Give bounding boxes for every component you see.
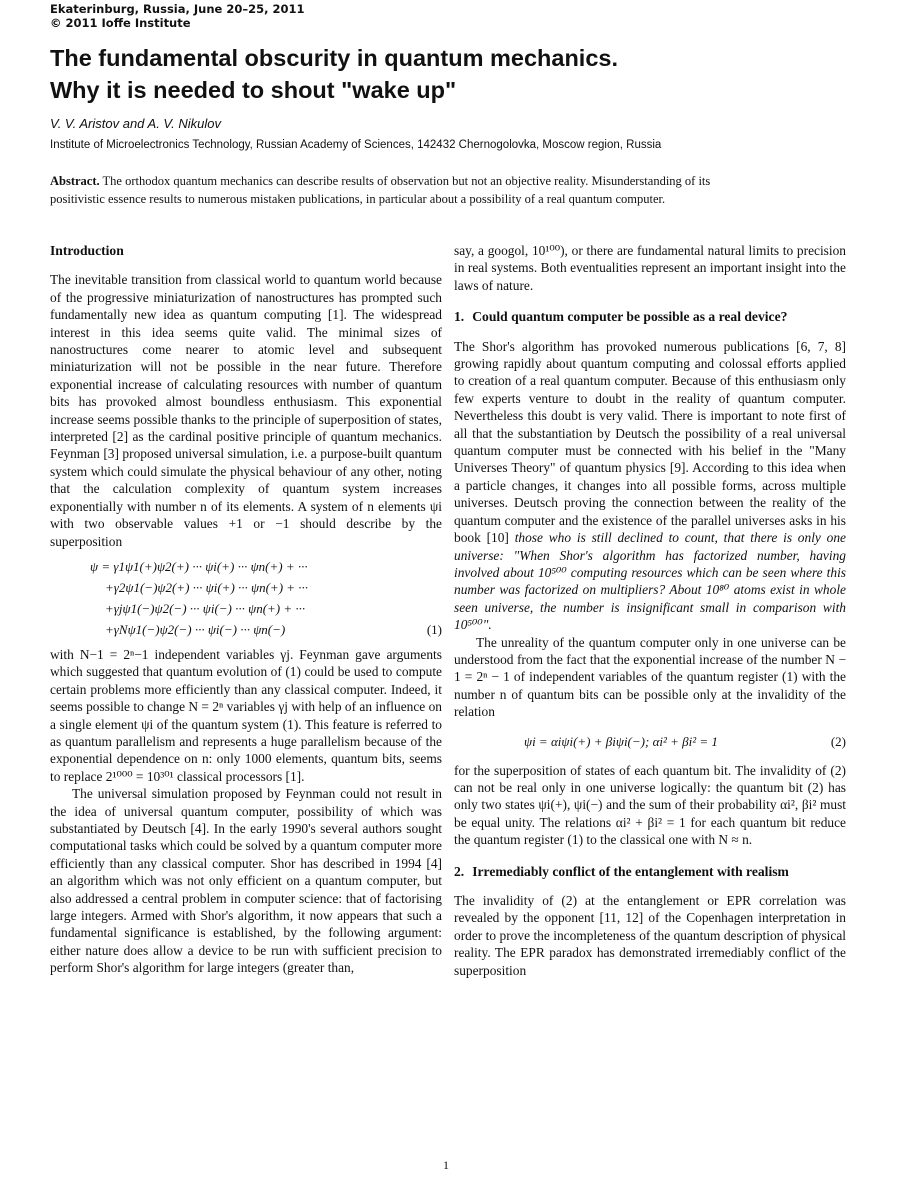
section-2-title: Irremediably conflict of the entanglement with realism (472, 863, 789, 879)
section-1-paragraph-3: for the superposition of states of each quantum bit. The invalidity of (2) can not be real only in one universe logically: the quantum bit (2) has only two states ψi(+), ψi(−) and the sum of their probability αi², βi² must be equal unity. The relations αi² + βi² = 1 for each quantum bit reduce the quantum register (1) to the classical one with N ≈ n. (454, 762, 846, 848)
right-column (454, 242, 846, 979)
section-1-number: 1. (454, 309, 465, 325)
continued-paragraph: say, a googol, 10¹⁰⁰), or there are fundamental natural limits to precision in real systems. Both eventualities represent an important insight into the laws of nature. (454, 243, 846, 293)
affiliation: Institute of Microelectronics Technology, Russian Academy of Sciences, 142432 Chernogolovka, Moscow region, Russia (50, 139, 662, 151)
conference-line: Ekaterinburg, Russia, June 20–25, 2011 (50, 2, 305, 16)
paper-title (50, 42, 870, 106)
eq1-number: (1) (426, 621, 442, 637)
conference-header (50, 2, 304, 30)
deutsch-quote: those who is still declined to count, that there is only one universe: "When Shor's algorithm has factorized number, having involved about 10⁵⁰⁰ computing resources which can be seen where this number was factorized on multipliers? About 10⁸⁰ atoms exist in whole seen universe, the number is insignificant small in comparison with 10⁵⁰⁰". (454, 530, 846, 633)
title-line-2: Why it is needed to shout "wake up" (50, 77, 457, 103)
intro-paragraph-1: The inevitable transition from classical world to quantum world because of the progressive miniaturization of nanostructures has prompted such fundamentally new idea as quantum computing [1]. The widespread interest in this idea seems quite valid. The minimal sizes of nanostructures come nearer to atomic level and subsequent miniaturization will not be possible in the near future. Therefore exponential increase of calculating resources with number of quantum bits has provoked almost boundless enthusiasm. This exponential increase seems possible thanks to the principle of superposition of states, interpreted [2] as the cardinal positive principle of quantum mechanics. Feynman [3] proposed universal simulation, i.e. a purpose-built quantum system which could simulate the physical behaviour of any other, noting that the calculation complexity of quantum system increases exponentially with number n of its elements. A system of n elements ψi with two observable values +1 or −1 should describe by the superposition (50, 272, 442, 549)
page-number: 1 (443, 1158, 449, 1172)
eq1-line-3: +γjψ1(−)ψ2(−) ··· ψi(−) ··· ψn(+) + ··· (105, 600, 306, 616)
section-2-paragraph-1: The invalidity of (2) at the entanglement or EPR correlation was revealed by the opponent [11, 12] of the Copenhagen interpretation in order to prove the incompleteness of the quantum description of physical reality. The EPR paradox has demonstrated irremediably conflict of the superposition (454, 893, 846, 978)
equation-1 (50, 556, 442, 640)
copyright-line: © 2011 Ioffe Institute (50, 16, 191, 30)
left-column (50, 242, 442, 977)
eq1-line-2: +γ2ψ1(−)ψ2(+) ··· ψi(+) ··· ψn(+) + ··· (105, 579, 309, 595)
abstract-text: The orthodox quantum mechanics can describe results of observation but not an objective reality. Misunderstanding of its positivistic essence results to numerous mistaken publications, in particular about a possibility of a real quantum computer. (50, 174, 711, 206)
eq1-line-4: +γNψ1(−)ψ2(−) ··· ψi(−) ··· ψn(−) (1) (50, 619, 442, 640)
section-2-heading (454, 863, 846, 880)
eq1-line-1: ψ = γ1ψ1(+)ψ2(+) ··· ψi(+) ··· ψn(+) + ··· (90, 558, 308, 574)
section-1-paragraph-2: The unreality of the quantum computer only in one universe can be understood from the fact that the exponential increase of the number N − 1 = 2ⁿ − 1 of independent variables of the quantum register (1) with the number n of quantum bits can be possible only at the invalidity of the relation (454, 634, 846, 720)
title-line-1: The fundamental obscurity in quantum mechanics. (50, 45, 619, 71)
section-1-title: Could quantum computer be possible as a real device? (472, 309, 788, 325)
abstract (50, 173, 750, 208)
intro-paragraph-3: The universal simulation proposed by Feynman could not result in the idea of universal quantum computer, possibility of which was substantiated by Deutsch [4]. In the early 1990's several authors sought computational tasks which could be solved by a quantum computer more efficiently than any classical computer. Shor has described in 1994 [4] an algorithm which was not only efficient on a quantum computer, but also addressed a central problem in computer science: that of factorising large integers. Armed with Shor's algorithm, it now appears that such a fundamental significance is established, by the following argument: either nature does allow a device to be run with sufficient precision to perform Shor's algorithm for large integers (greater than, (50, 786, 442, 976)
section-2-number: 2. (454, 863, 465, 879)
intro-heading: Introduction (50, 243, 124, 258)
authors: V. V. Aristov and A. V. Nikulov (50, 116, 221, 131)
section-1-heading (454, 308, 846, 325)
section-1-paragraph-1: The Shor's algorithm has provoked numerous publications [6, 7, 8] growing rapidly about quantum computing and colossal efforts applied to creation of a real quantum computer. Because of this enthusiasm only few experts venture to doubt in the reality of quantum computer. Nevertheless this doubt is very valid. There is important to note first of all that the substantiation by Deutsch the possibility of a real universal quantum computer must be connected with his belief in the "Many Universes Theory" of quantum physics [9]. According to this idea when a particle changes, it changes into all possible forms, across multiple universes. Deutsch proving the connection between the reality of the quantum computer and the existence of the parallel universes asks in his book [10] those who is still declined to count, that there is only one universe: "When Shor's algorithm has factorized number, having involved about 10⁵⁰⁰ computing resources which can be seen where this number was factorized on multipliers? About 10⁸⁰ atoms exist in whole seen universe, the number is insignificant small in comparison with 10⁵⁰⁰". (454, 338, 846, 633)
intro-paragraph-2: with N−1 = 2ⁿ−1 independent variables γj. Feynman gave arguments which suggested that quantum evolution of (1) could be used to compute certain problems more efficiently than any classical computer. Indeed, it seems possible to change N = 2ⁿ variables γj with help of an influence on a single element ψi of the quantum system (1). This feature is referred to as quantum parallelism and represents a huge parallelism because of the exponential dependence on n: only 1000 elements, quantum bits, seems to replace 2¹⁰⁰⁰ = 10³⁰¹ classical processors [1]. (50, 646, 442, 784)
equation-2: ψi = αiψi(+) + βiψi(−); αi² + βi² = 1 (2) (454, 731, 846, 752)
eq2-number: (2) (830, 733, 846, 749)
abstract-label: Abstract. (50, 174, 100, 188)
